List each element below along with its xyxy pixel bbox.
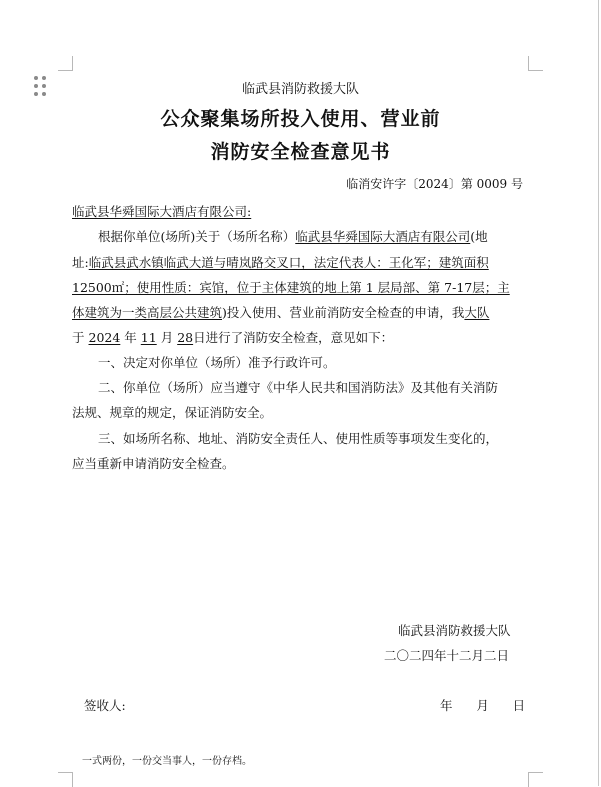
- inspection-day: 28: [177, 330, 194, 345]
- para1-text: 日进行了消防安全检查，意见如下：: [193, 330, 394, 345]
- para1-text: 月: [160, 330, 174, 345]
- item2-line2: 法规、规章的规定，保证消防安全。: [72, 405, 273, 420]
- para1-text: 址:: [72, 255, 89, 270]
- building-type: 体建筑为一类高层公共建筑: [72, 305, 223, 320]
- para1-line3: 12500㎡；使用性质：宾馆，位于主体建筑的地上第 1 层局部、第 7-17层；主: [72, 280, 510, 295]
- para1-text: )投入使用、营业前消防安全检查的申请，我: [222, 305, 465, 320]
- document-title-line2: 消防安全检查意见书: [210, 141, 391, 163]
- para1-text: 年: [124, 330, 137, 345]
- para1-line2: [72, 254, 489, 272]
- item3-line1: 三、如场所名称、地址、消防安全责任人、使用性质等事项发生变化的，: [98, 431, 499, 446]
- para1-text: 于: [72, 330, 85, 345]
- receipt-date: 年 月 日: [440, 698, 526, 713]
- inspection-month: 11: [140, 330, 157, 345]
- para1-text: (地: [470, 229, 488, 244]
- item2-line1: 二、你单位（场所）应当遵守《中华人民共和国消防法》及其他有关消防: [98, 380, 499, 395]
- venue-address: 临武县武水镇临武大道与晴岚路交叉口，法定代表人：王化军；建筑面积: [88, 255, 489, 270]
- corner-mark-bottom-right: [528, 772, 543, 787]
- para1-text: 根据你单位(场所)关于（场所名称）: [98, 229, 296, 244]
- receiver-label: 签收人:: [84, 698, 126, 713]
- document-title-line1: 公众聚集场所投入使用、营业前: [160, 108, 441, 130]
- corner-mark-top-right: [528, 56, 543, 71]
- para1-line4: [72, 304, 489, 322]
- recipient: 临武县华舜国际大酒店有限公司:: [72, 204, 252, 219]
- footnote: 一式两份，一份交当事人，一份存档。: [82, 756, 252, 767]
- para1-line5: [72, 329, 393, 347]
- item3-line2: 应当重新申请消防安全检查。: [72, 456, 235, 471]
- signature-date: 二〇二四年十二月二日: [384, 648, 510, 663]
- corner-mark-top-left: [58, 56, 73, 71]
- corner-mark-bottom-left: [58, 772, 73, 787]
- brigade-ref: 大队: [464, 305, 490, 320]
- venue-name: 临武县华舜国际大酒店有限公司: [295, 229, 471, 244]
- inspection-year: 2024: [88, 330, 121, 345]
- item1: 一、决定对你单位（场所）准予行政许可。: [98, 355, 336, 370]
- header-organization: 临武县消防救援大队: [241, 82, 359, 97]
- signature-organization: 临武县消防救援大队: [398, 623, 511, 638]
- document-number: 临消安许字〔2024〕第 0009 号: [346, 177, 523, 191]
- para1-line1: [98, 228, 488, 246]
